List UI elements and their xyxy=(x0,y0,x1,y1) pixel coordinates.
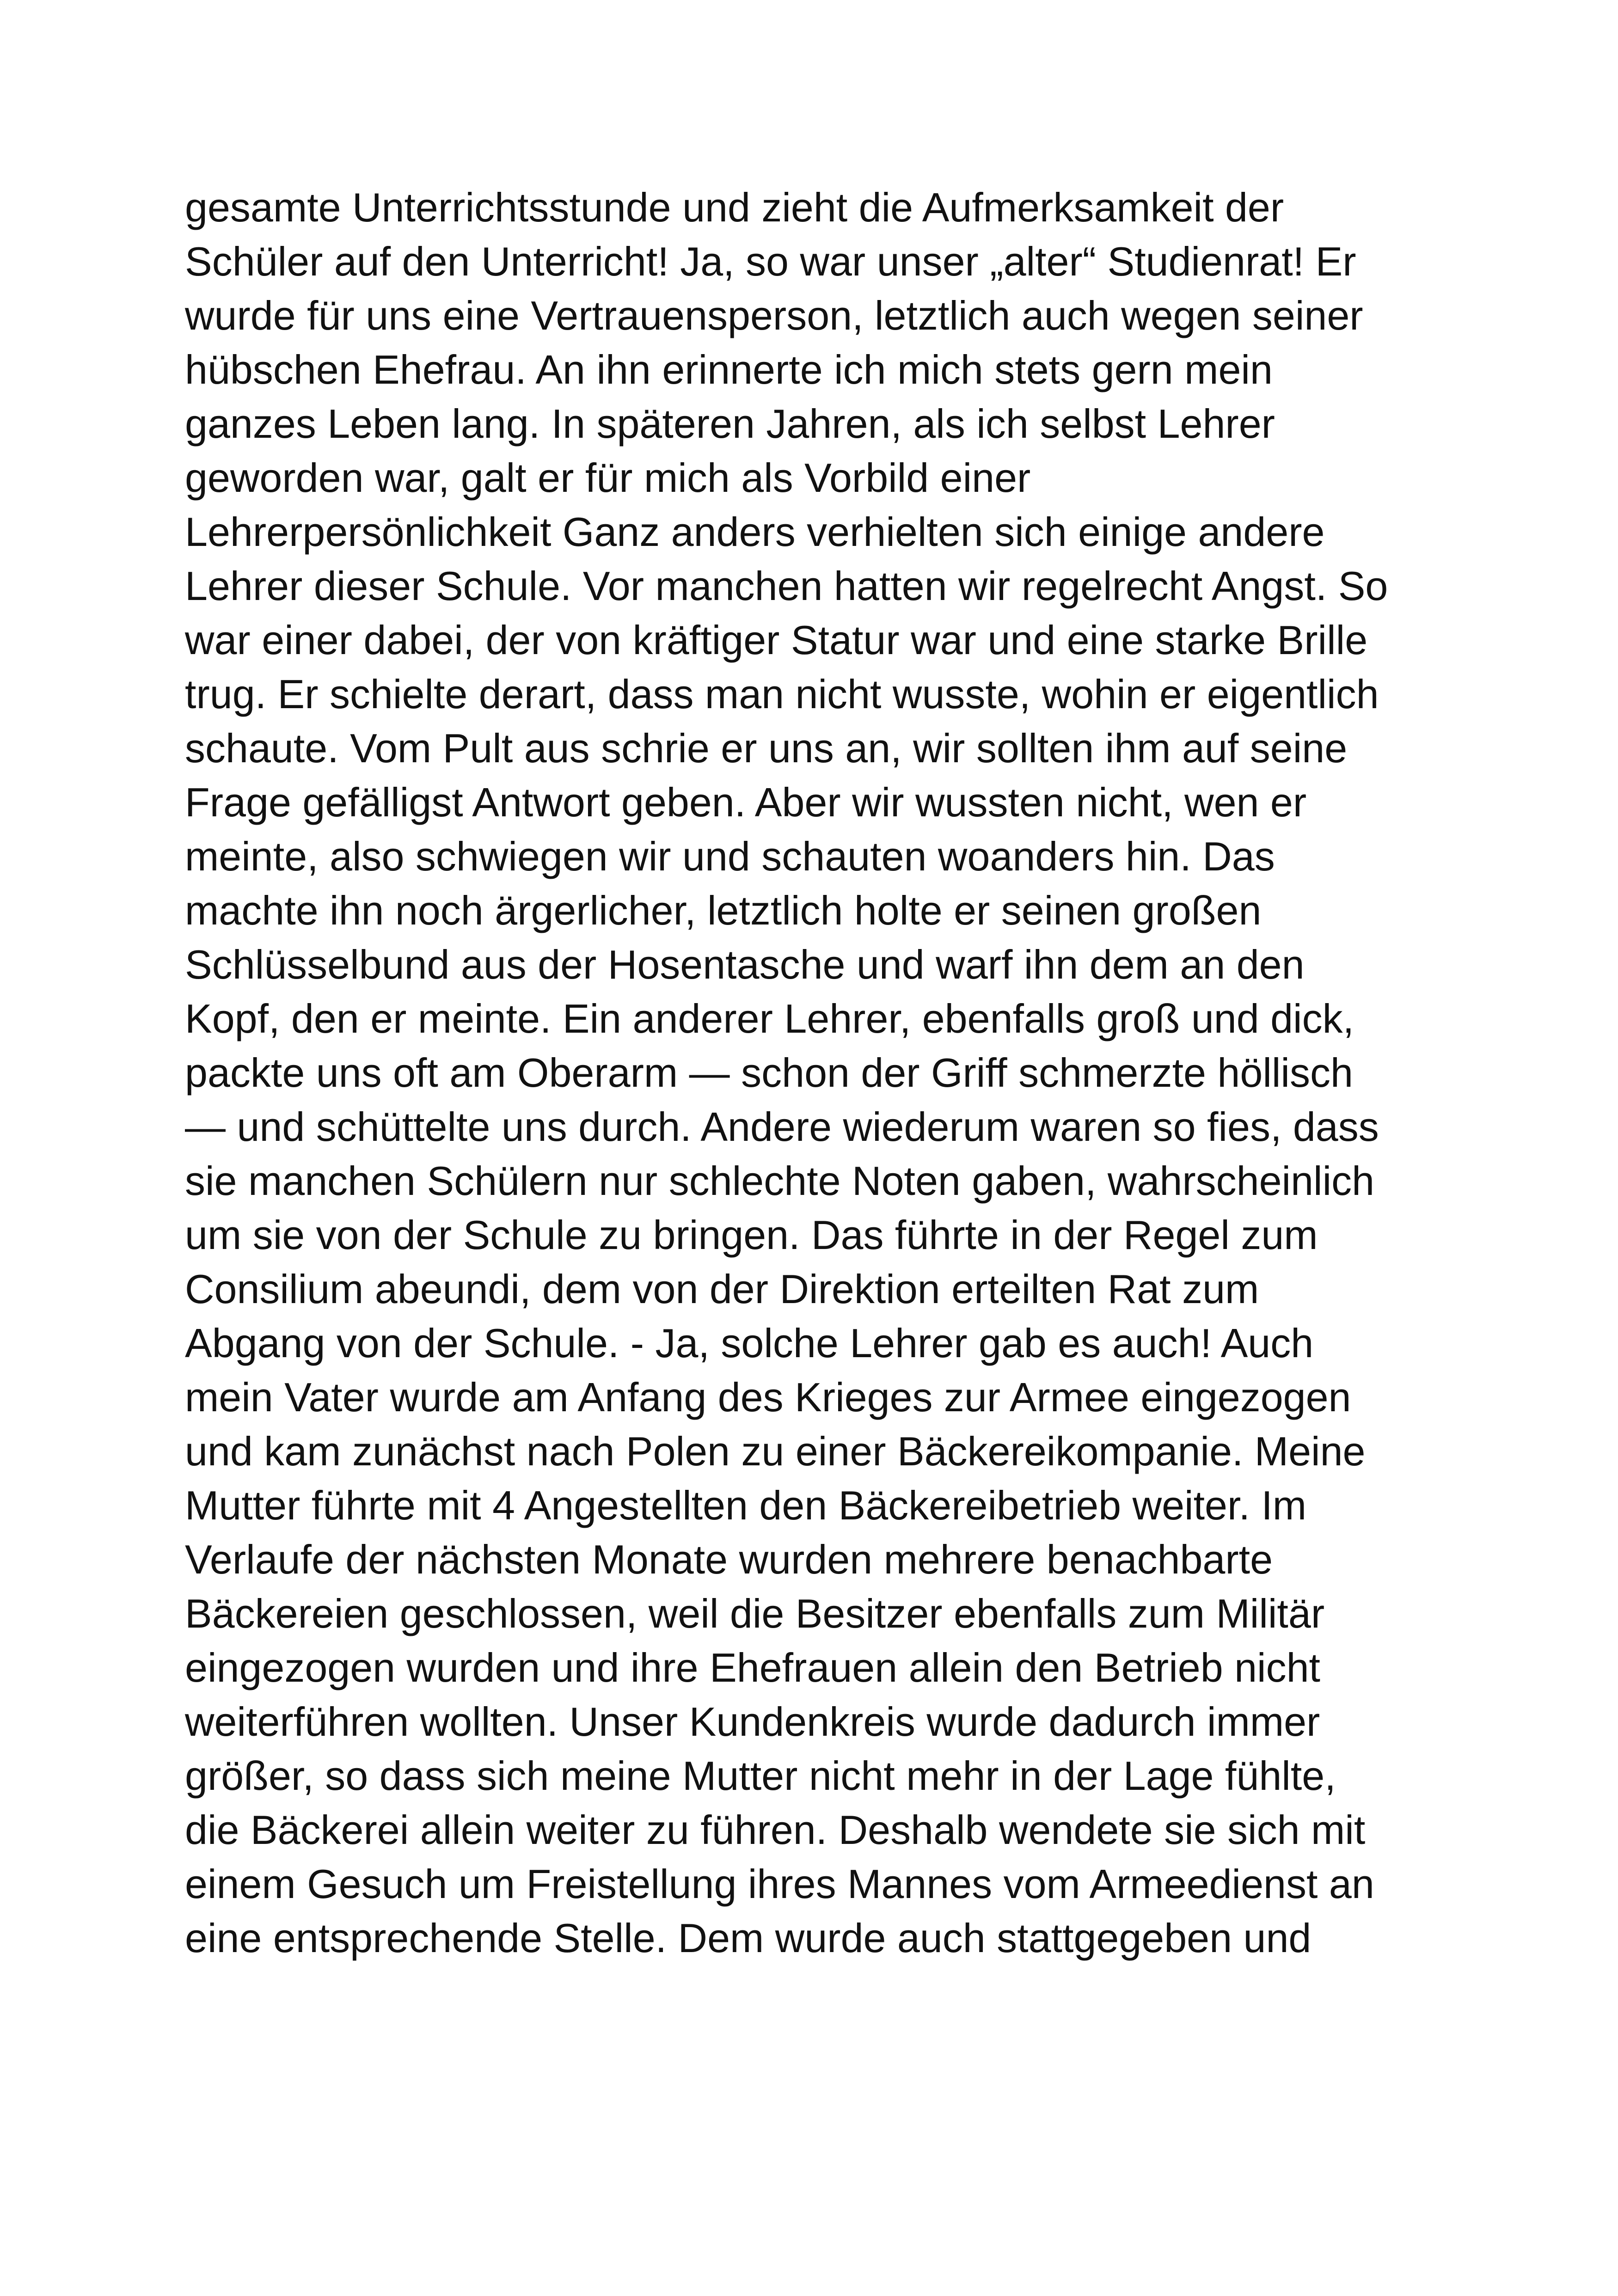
text-line-10: trug. Er schielte derart, dass man nicht wusste, wohin er eigentlich xyxy=(185,671,1379,717)
text-line-18: — und schüttelte uns durch. Andere wiederum waren so fies, dass xyxy=(185,1104,1379,1150)
text-line-11: schaute. Vom Pult aus schrie er uns an, wir sollten ihm auf seine xyxy=(185,725,1348,771)
text-line-19: sie manchen Schülern nur schlechte Noten gaben, wahrscheinlich xyxy=(185,1158,1375,1204)
text-line-26: Verlaufe der nächsten Monate wurden mehrere benachbarte xyxy=(185,1537,1273,1582)
text-line-3: wurde für uns eine Vertrauensperson, letztlich auch wegen seiner xyxy=(185,293,1363,338)
text-line-8: Lehrer dieser Schule. Vor manchen hatten wir regelrecht Angst. So xyxy=(185,563,1388,609)
text-line-28: eingezogen wurden und ihre Ehefrauen allein den Betrieb nicht xyxy=(185,1645,1320,1690)
body-text xyxy=(185,180,1470,1965)
text-line-24: und kam zunächst nach Polen zu einer Bäckereikompanie. Meine xyxy=(185,1428,1366,1474)
text-line-4: hübschen Ehefrau. An ihn erinnerte ich mich stets gern mein xyxy=(185,347,1273,392)
text-line-27: Bäckereien geschlossen, weil die Besitzer ebenfalls zum Militär xyxy=(185,1591,1325,1636)
text-line-32: einem Gesuch um Freistellung ihres Mannes vom Armeedienst an xyxy=(185,1861,1374,1907)
text-line-29: weiterführen wollten. Unser Kundenkreis wurde dadurch immer xyxy=(185,1699,1320,1745)
text-line-31: die Bäckerei allein weiter zu führen. Deshalb wendete sie sich mit xyxy=(185,1807,1366,1853)
text-line-30: größer, so dass sich meine Mutter nicht mehr in der Lage fühlte, xyxy=(185,1753,1336,1799)
text-line-16: Kopf, den er meinte. Ein anderer Lehrer, ebenfalls groß und dick, xyxy=(185,996,1354,1041)
text-line-14: machte ihn noch ärgerlicher, letztlich holte er seinen großen xyxy=(185,888,1262,933)
text-line-5: ganzes Leben lang. In späteren Jahren, als ich selbst Lehrer xyxy=(185,401,1275,447)
text-line-1: gesamte Unterrichtsstunde und zieht die Aufmerksamkeit der xyxy=(185,184,1284,230)
text-line-20: um sie von der Schule zu bringen. Das führte in der Regel zum xyxy=(185,1212,1318,1258)
text-line-33: eine entsprechende Stelle. Dem wurde auch stattgegeben und xyxy=(185,1915,1312,1961)
text-line-7: Lehrerpersönlichkeit Ganz anders verhielten sich einige andere xyxy=(185,509,1325,555)
text-line-25: Mutter führte mit 4 Angestellten den Bäckereibetrieb weiter. Im xyxy=(185,1482,1307,1528)
text-line-2: Schüler auf den Unterricht! Ja, so war unser „alter“ Studienrat! Er xyxy=(185,239,1356,284)
text-line-6: geworden war, galt er für mich als Vorbild einer xyxy=(185,455,1031,501)
text-line-23: mein Vater wurde am Anfang des Krieges zur Armee eingezogen xyxy=(185,1374,1351,1420)
text-line-21: Consilium abeundi, dem von der Direktion erteilten Rat zum xyxy=(185,1266,1259,1312)
text-line-15: Schlüsselbund aus der Hosentasche und warf ihn dem an den xyxy=(185,942,1305,987)
text-line-12: Frage gefälligst Antwort geben. Aber wir wussten nicht, wen er xyxy=(185,779,1307,825)
text-line-13: meinte, also schwiegen wir und schauten woanders hin. Das xyxy=(185,833,1275,879)
text-line-9: war einer dabei, der von kräftiger Statur war und eine starke Brille xyxy=(185,617,1368,663)
text-line-17: packte uns oft am Oberarm — schon der Griff schmerzte höllisch xyxy=(185,1050,1353,1096)
text-line-22: Abgang von der Schule. - Ja, solche Lehrer gab es auch! Auch xyxy=(185,1320,1314,1366)
